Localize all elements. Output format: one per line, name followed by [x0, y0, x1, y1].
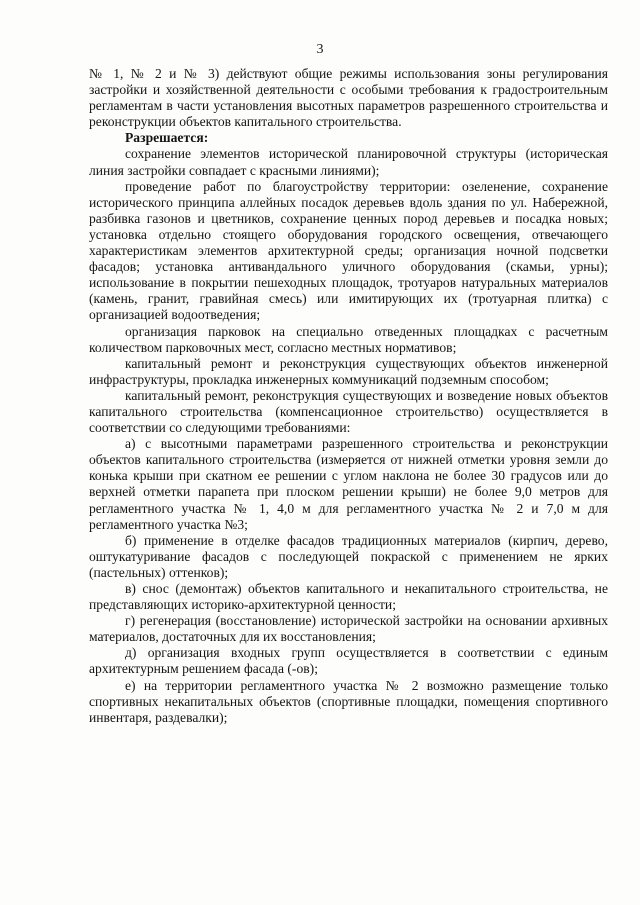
paragraph-landscaping: проведение работ по благоустройству территории: озеленение, сохранение исторического принципа аллейных посадок деревьев вдоль здания по ул. Набережной, разбивка газонов и цветников, сохранение ценных пород деревьев и посадка новых; установка отдельно стоящего оборудования городского освещения, отвечающего характеристикам элементов архитектурной среды; организация ночной подсветки фасадов; установка антивандального уличного оборудования (скамьи, урны); использование в покрытии пешеходных площадок, тротуаров натуральных материалов (камень, гранит, гравийная смесь) или имитирующих их (тротуарная плитка) с организацией водоотведения;	[89, 178, 608, 323]
paragraph-engineering: капитальный ремонт и реконструкция существующих объектов инженерной инфраструктуры, прокладка инженерных коммуникаций подземным способом;	[89, 355, 608, 387]
document-body	[89, 66, 608, 726]
paragraph-construction: капитальный ремонт, реконструкция существующих и возведение новых объектов капитального строительства (компенсационное строительство) осуществляется в соответствии со следующими требованиями:	[89, 387, 608, 436]
paragraph-item-a: а) с высотными параметрами разрешенного строительства и реконструкции объектов капитального строительства (измеряется от нижней отметки уровня земли до конька крыши при скатном ее решении с углом наклона не более 30 градусов или до верхней отметки парапета при плоском решении крыши) не более 9,0 метров для регламентного участка № 1, 4,0 м для регламентного участка № 2 и 7,0 м для регламентного участка №3;	[89, 436, 608, 532]
paragraph-item-e: е) на территории регламентного участка № 2 возможно размещение только спортивных некапитальных объектов (спортивные площадки, помещения спортивного инвентаря, раздевалки);	[89, 677, 608, 725]
paragraph-historic-structure: сохранение элементов исторической планировочной структуры (историческая линия застройки совпадает с красными линиями);	[89, 146, 608, 178]
intro-paragraph: № 1, № 2 и № 3) действуют общие режимы использования зоны регулирования застройки и хозяйственной деятельности с особыми требования к градостроительным регламентам в части установления высотных параметров разрешенного строительства и реконструкции объектов капитального строительства.	[89, 66, 608, 130]
section-heading: Разрешается:	[125, 130, 209, 146]
paragraph-item-b: б) применение в отделке фасадов традиционных материалов (кирпич, дерево, оштукатуривание фасадов с последующей покраской с применением не ярких (пастельных) оттенков);	[89, 532, 608, 580]
paragraph-item-v: в) снос (демонтаж) объектов капитального и некапитального строительства, не представляющих историко-архитектурной ценности;	[89, 581, 608, 613]
paragraph-parking: организация парковок на специально отведенных площадках с расчетным количеством парковочных мест, согласно местных нормативов;	[89, 323, 608, 355]
paragraph-item-d: д) организация входных групп осуществляется в соответствии с единым архитектурным решением фасада (-ов);	[89, 645, 608, 677]
paragraph-item-g: г) регенерация (восстановление) исторической застройки на основании архивных материалов, достаточных для их восстановления;	[89, 613, 608, 645]
page-number: 3	[316, 42, 324, 57]
